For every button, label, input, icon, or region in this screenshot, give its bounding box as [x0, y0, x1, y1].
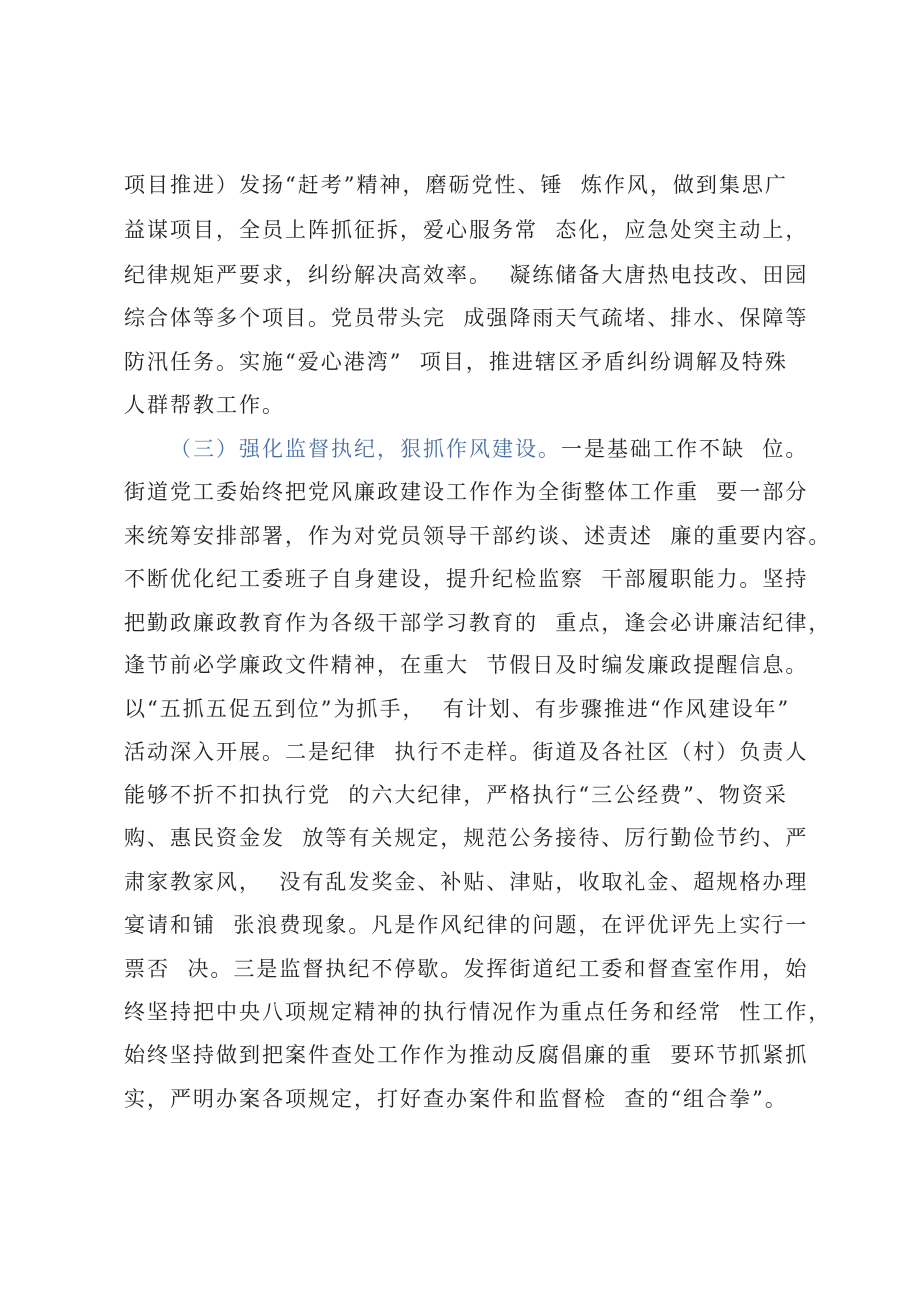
- section3-line-12: 票否 决。三是监督执纪不停歇。发挥街道纪工委和督查室作用，始: [124, 957, 809, 981]
- paragraph1-line-2: 益谋项目，全员上阵抓征拆，爱心服务常 态化，应急处突主动上，: [124, 218, 809, 242]
- paragraph1-line-3: 纪律规矩严要求，纠纷解决高效率。 凝练储备大唐热电技改、田园: [124, 263, 809, 287]
- paragraph1-line-1: 项目推进）发扬“赶考”精神，磨砺党性、锤 炼作风，做到集思广: [124, 173, 788, 197]
- section3-line-14: 始终坚持做到把案件查处工作作为推动反腐倡廉的重 要环节抓紧抓: [124, 1043, 809, 1067]
- section3-line-9: 购、惠民资金发 放等有关规定，规范公务接待、厉行勤俭节约、严: [124, 826, 809, 850]
- section3-line-6: 以“五抓五促五到位”为抓手， 有计划、有步骤推进“作风建设年”: [124, 697, 791, 721]
- section3-heading: （三）强化监督执纪，狠抓作风建设。: [170, 437, 561, 461]
- section3-line-7: 活动深入开展。二是纪律 执行不走样。街道及各社区（村）负责人: [124, 740, 809, 764]
- section3-first-line: [170, 434, 890, 464]
- section3-line-8: 能够不折不扣执行党 的六大纪律，严格执行“三公经费”、物资采: [124, 783, 788, 807]
- section3-line-11: 宴请和铺 张浪费现象。凡是作风纪律的问题，在评优评先上实行一: [124, 913, 809, 937]
- section3-line-3: 不断优化纪工委班子自身建设，提升纪检监察 干部履职能力。坚持: [124, 567, 809, 591]
- paragraph1-line-5: 防汛任务。实施“爱心港湾” 项目，推进辖区矛盾纠纷调解及特殊: [124, 350, 788, 374]
- section3-line-5: 逢节前必学廉政文件精神，在重大 节假日及时编发廉政提醒信息。: [124, 653, 809, 677]
- paragraph1-line-6: 人群帮教工作。: [124, 393, 285, 417]
- section3-line-4: 把勤政廉政教育作为各级干部学习教育的 重点，逢会必讲廉洁纪律，: [124, 611, 832, 635]
- section3-line-13: 终坚持把中央八项规定精神的执行情况作为重点任务和经常 性工作，: [124, 1000, 832, 1024]
- section3-line-15: 实，严明办案各项规定，打好查办案件和监督检 查的“组合拳”。: [124, 1087, 788, 1111]
- section3-line-1: 街道党工委始终把党风廉政建设工作作为全街整体工作重 要一部分: [124, 480, 809, 504]
- section3-first-line-rest: 一是基础工作不缺 位。: [561, 437, 809, 461]
- section3-line-10: 肃家教家风， 没有乱发奖金、补贴、津贴，收取礼金、超规格办理: [124, 870, 809, 894]
- section3-line-2: 来统筹安排部署，作为对党员领导干部约谈、述责述 廉的重要内容。: [124, 524, 832, 548]
- paragraph1-line-4: 综合体等多个项目。党员带头完 成强降雨天气疏堵、排水、保障等: [124, 306, 809, 330]
